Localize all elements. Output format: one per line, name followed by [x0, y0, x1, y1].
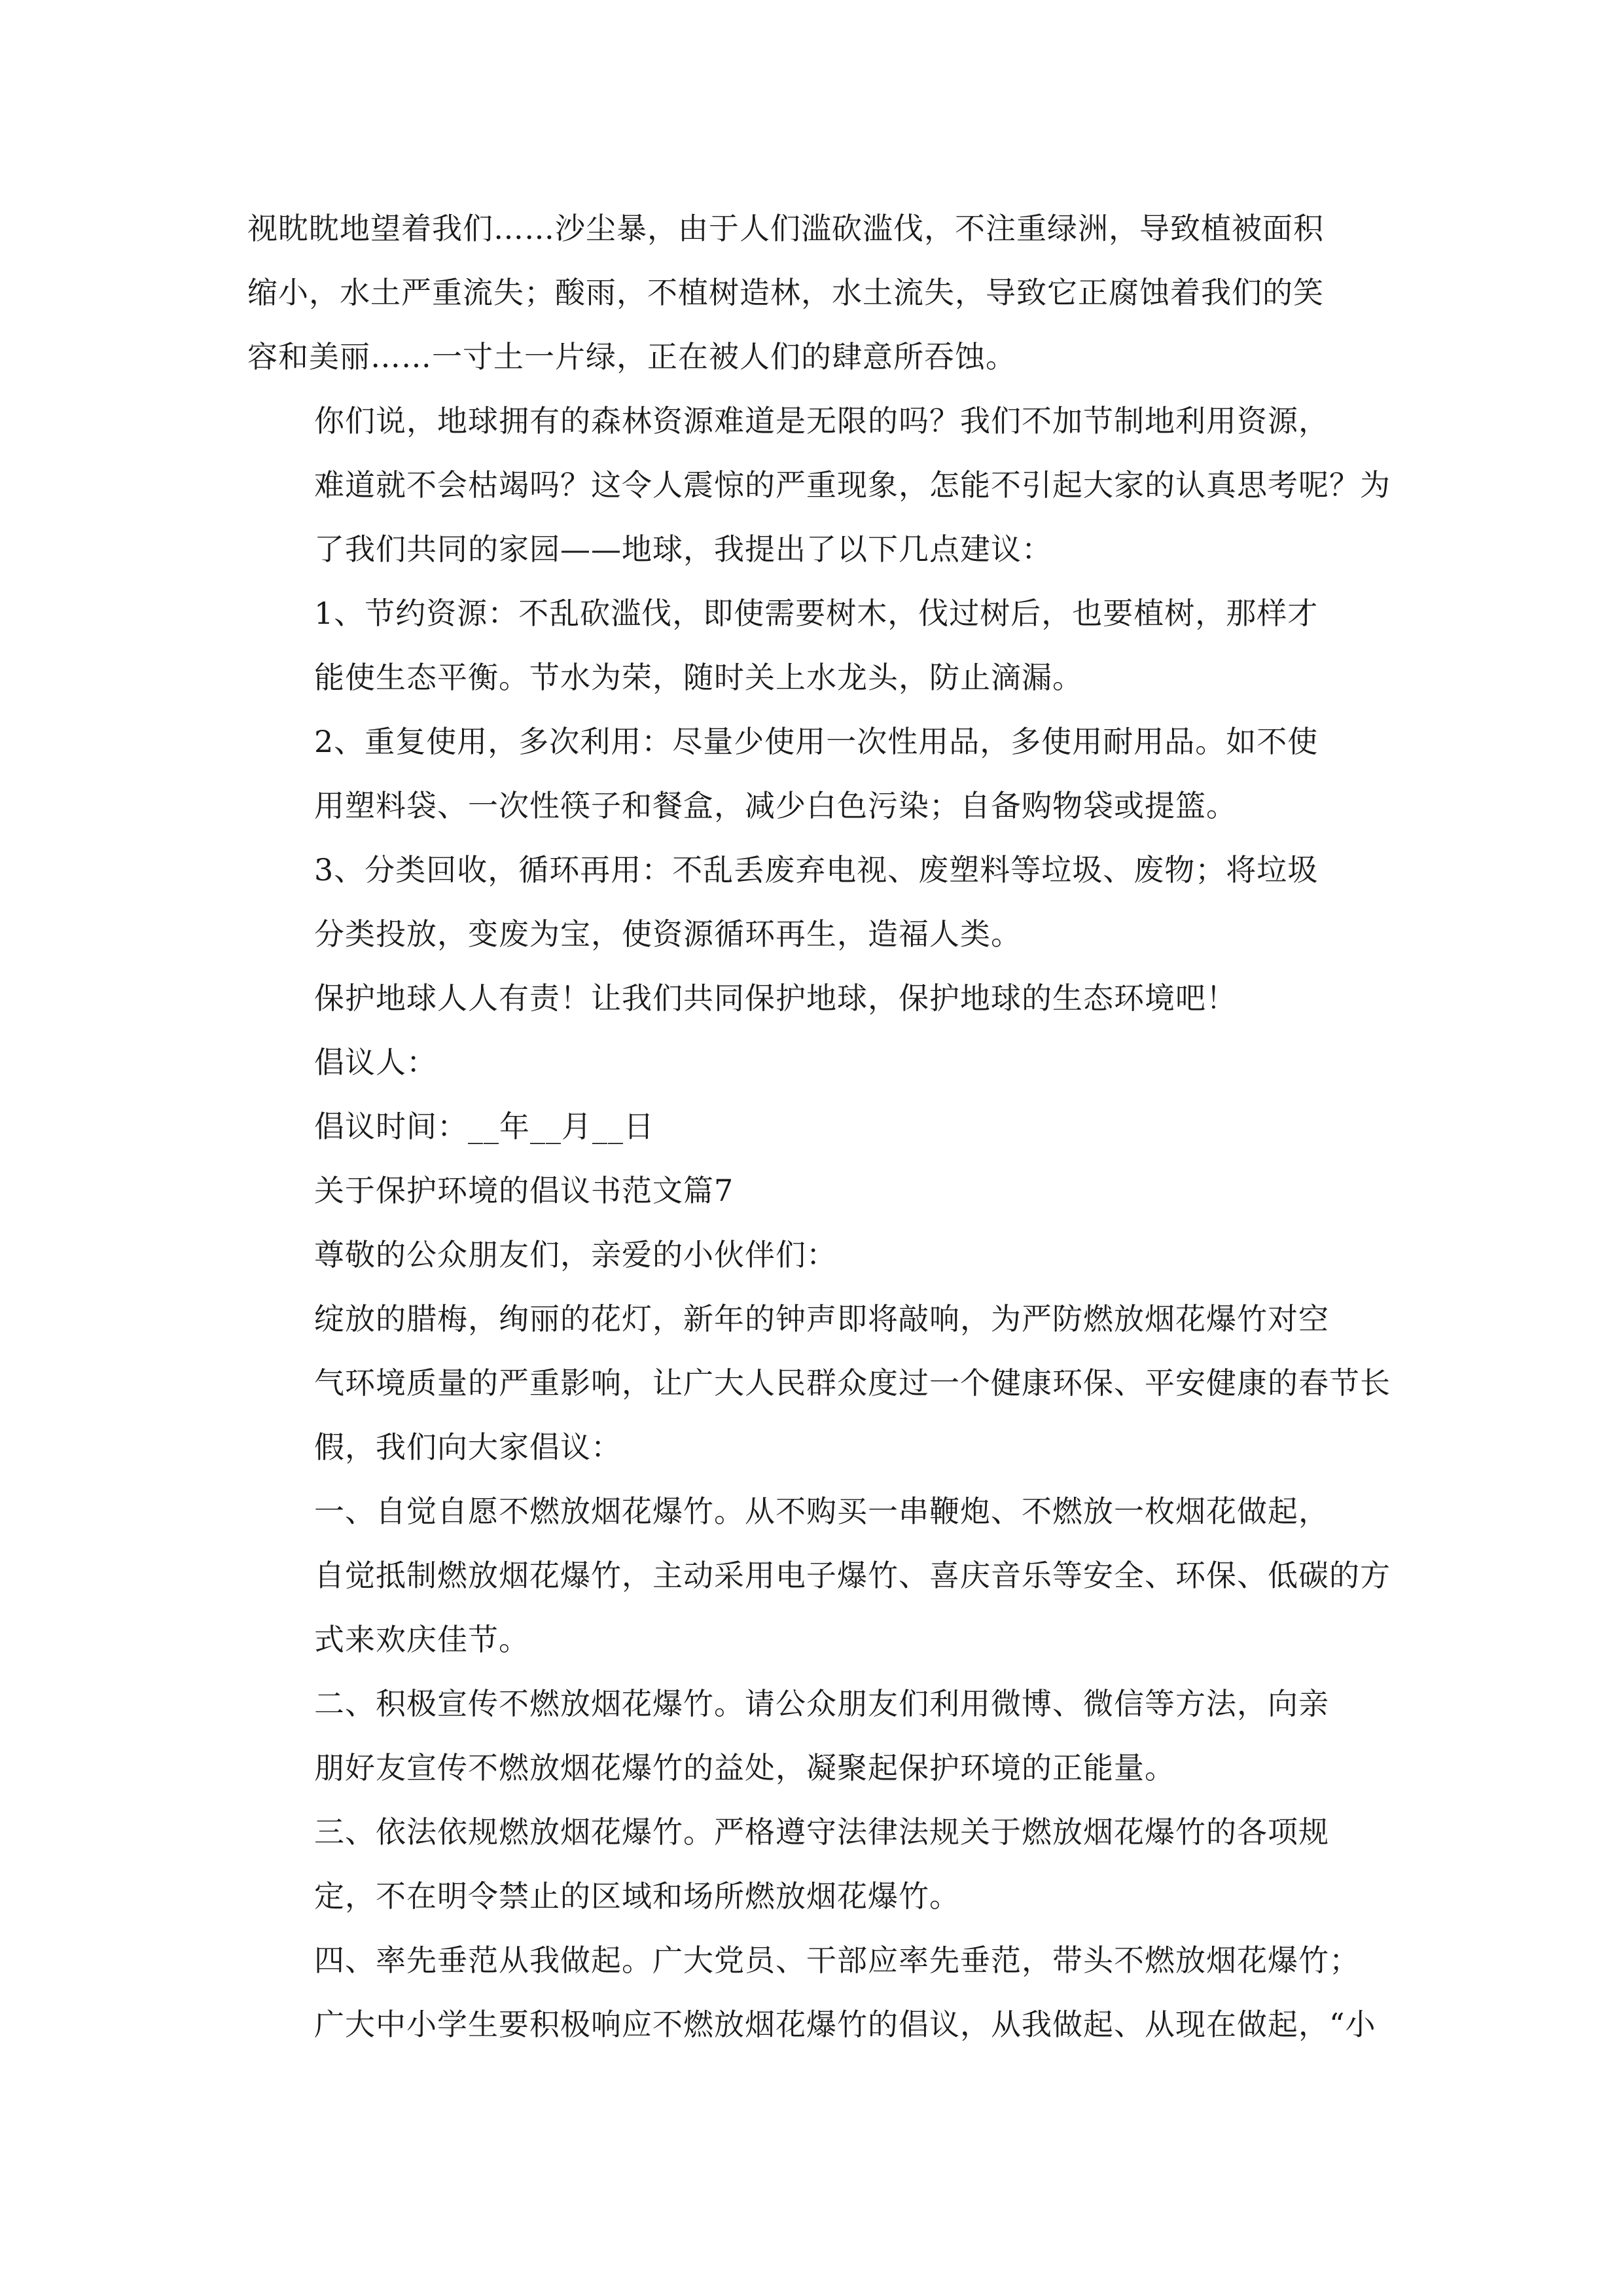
text-line: 气环境质量的严重影响，让广大人民群众度过一个健康环保、平安健康的春节长	[314, 1365, 1391, 1401]
paragraph	[247, 1479, 1391, 1672]
text-line: 一、自觉自愿不燃放烟花爆竹。从不购买一串鞭炮、不燃放一枚烟花做起，	[314, 1494, 1329, 1529]
text-line: 自觉抵制燃放烟花爆竹，主动采用电子爆竹、喜庆音乐等安全、环保、低碳的方	[314, 1558, 1391, 1593]
text-line: 缩小，水土严重流失；酸雨，不植树造林，水土流失，导致它正腐蚀着我们的笑	[247, 275, 1324, 310]
paragraph	[247, 709, 1386, 838]
text-line: 四、率先垂范从我做起。广大党员、干部应率先垂范，带头不燃放烟花爆竹；	[314, 1943, 1360, 1978]
paragraph	[247, 581, 1386, 709]
text-line: 倡议时间：__年__月__日	[314, 1109, 654, 1144]
text-line: 1、节约资源：不乱砍滥伐，即使需要树木，伐过树后，也要植树，那样才	[314, 596, 1319, 631]
text-line: 用塑料袋、一次性筷子和餐盒，减少白色污染；自备购物袋或提篮。	[314, 788, 1237, 823]
text-line: 你们说，地球拥有的森林资源难道是无限的吗？我们不加节制地利用资源，	[314, 403, 1329, 439]
document-body	[247, 196, 1391, 2056]
text-line: 保护地球人人有责！让我们共同保护地球，保护地球的生态环境吧！	[314, 980, 1237, 1016]
text-line: 2、重复使用，多次利用：尽量少使用一次性用品，多使用耐用品。如不使	[314, 724, 1319, 759]
text-line: 难道就不会枯竭吗？这令人震惊的严重现象，怎能不引起大家的认真思考呢？为	[314, 467, 1391, 503]
paragraph	[247, 1800, 1386, 1928]
text-line: 能使生态平衡。节水为荣，随时关上水龙头，防止滴漏。	[314, 660, 1083, 695]
text-line: 绽放的腊梅，绚丽的花灯，新年的钟声即将敲响，为严防燃放烟花爆竹对空	[314, 1301, 1329, 1336]
paragraph	[247, 1030, 1386, 1094]
text-line: 视眈眈地望着我们……沙尘暴，由于人们滥砍滥伐，不注重绿洲，导致植被面积	[247, 211, 1324, 246]
paragraph	[247, 966, 1386, 1030]
text-line: 倡议人：	[314, 1045, 437, 1080]
text-line: 广大中小学生要积极响应不燃放烟花爆竹的倡议，从我做起、从现在做起，“小	[314, 2007, 1376, 2042]
text-line: 了我们共同的家园——地球，我提出了以下几点建议：	[314, 531, 1052, 567]
text-line: 容和美丽……一寸土一片绿，正在被人们的肆意所吞蚀。	[247, 339, 1016, 374]
text-line: 分类投放，变废为宝，使资源循环再生，造福人类。	[314, 916, 1022, 952]
paragraph	[247, 196, 1386, 389]
paragraph	[247, 1287, 1391, 1479]
paragraph	[247, 1223, 1386, 1287]
paragraph	[247, 1928, 1386, 2056]
text-line: 三、依法依规燃放烟花爆竹。严格遵守法律法规关于燃放烟花爆竹的各项规	[314, 1814, 1329, 1850]
text-line: 二、积极宣传不燃放烟花爆竹。请公众朋友们利用微博、微信等方法，向亲	[314, 1686, 1329, 1721]
paragraph	[247, 1672, 1386, 1800]
paragraph	[247, 1158, 1386, 1223]
paragraph	[247, 389, 1391, 581]
text-line: 关于保护环境的倡议书范文篇7	[314, 1173, 734, 1208]
paragraph	[247, 838, 1386, 966]
text-line: 3、分类回收，循环再用：不乱丢废弃电视、废塑料等垃圾、废物；将垃圾	[314, 852, 1319, 888]
paragraph	[247, 1094, 1386, 1158]
text-line: 尊敬的公众朋友们，亲爱的小伙伴们：	[314, 1237, 837, 1272]
text-line: 式来欢庆佳节。	[314, 1622, 529, 1657]
text-line: 朋好友宣传不燃放烟花爆竹的益处，凝聚起保护环境的正能量。	[314, 1750, 1175, 1785]
text-line: 假，我们向大家倡议：	[314, 1429, 622, 1465]
text-line: 定，不在明令禁止的区域和场所燃放烟花爆竹。	[314, 1878, 960, 1914]
